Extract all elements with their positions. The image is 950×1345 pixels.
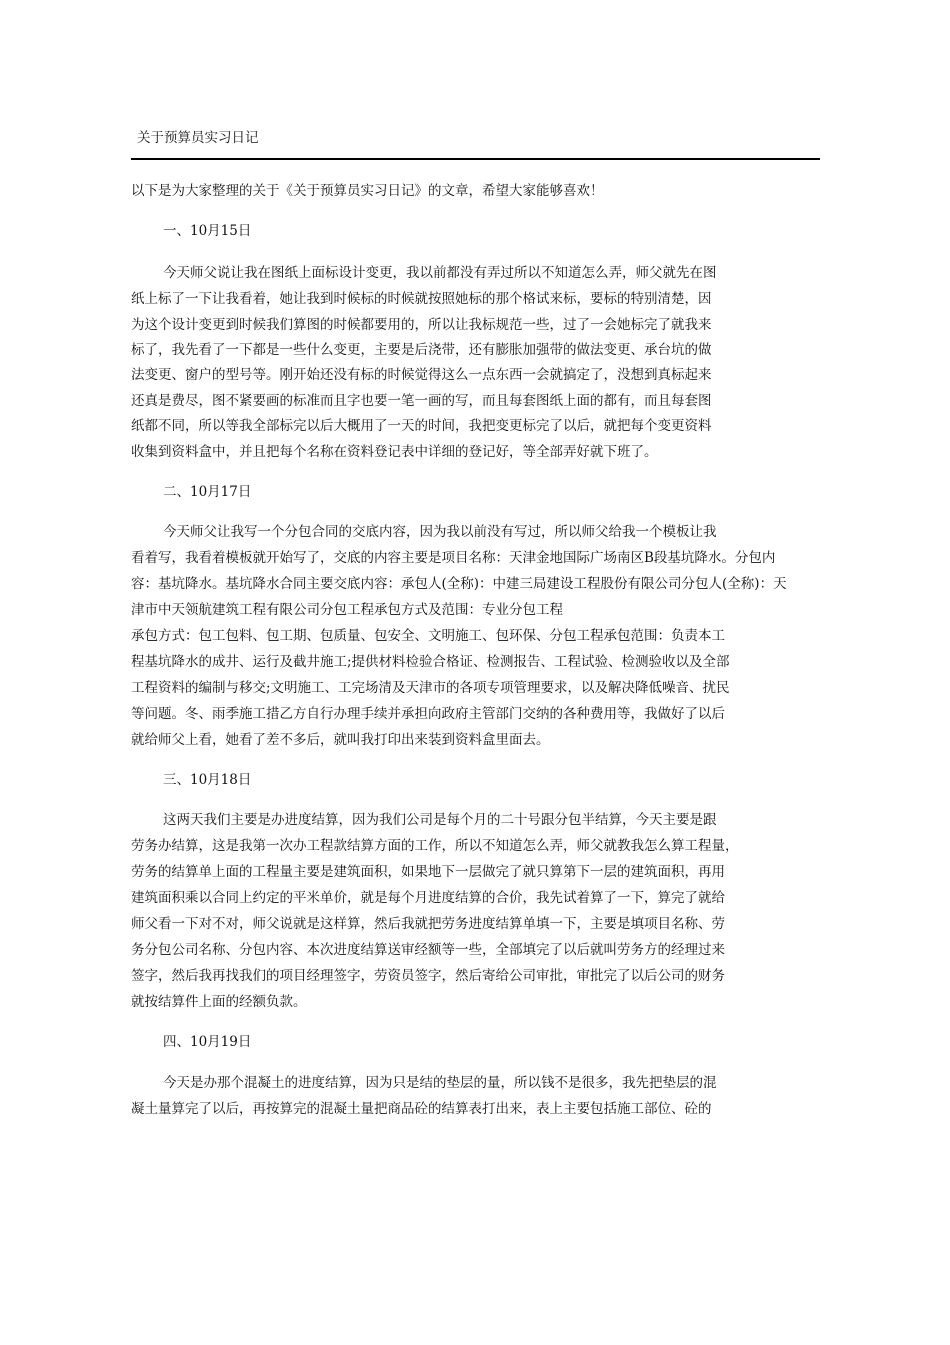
paragraph-line: 今天师父让我写一个分包合同的交底内容，因为我以前没有写过，所以师父给我一个模板让我: [163, 524, 717, 540]
paragraph-line: 看着写，我看着模板就开始写了，交底的内容主要是项目名称：天津金地国际广场南区B段基坑降水。分包内: [131, 550, 776, 566]
paragraph-line: 津市中天领航建筑工程有限公司分包工程承包方式及范围：专业分包工程: [131, 602, 563, 618]
paragraph-line: 劳务的结算单上面的工程量主要是建筑面积，如果地下一层做完了就只算第下一层的建筑面积，再用: [131, 864, 725, 880]
paragraph-line: 还真是费尽，图不紧要画的标准而且字也要一笔一画的写，而且每套图纸上面的都有，而且每套图: [131, 393, 712, 409]
header-divider: [131, 158, 820, 160]
page-header-title: 关于预算员实习日记: [137, 130, 259, 146]
paragraph-line: 纸上标了一下让我看着，她让我到时候标的时候就按照她标的那个格试来标，要标的特别清楚，因: [131, 291, 712, 307]
section-heading: 四、10月19日: [163, 1034, 252, 1050]
paragraph-line: 凝土量算完了以后，再按算完的混凝土量把商品砼的结算表打出来，表上主要包括施工部位、砼的: [131, 1101, 712, 1117]
paragraph-line: 标了，我先看了一下都是一些什么变更，主要是后浇带，还有膨胀加强带的做法变更、承台坑的做: [131, 342, 712, 358]
paragraph-line: 就给师父上看，她看了差不多后，就叫我打印出来装到资料盒里面去。: [131, 732, 550, 748]
paragraph-line: 纸都不同，所以等我全部标完以后大概用了一天的时间，我把变更标完了以后，就把每个变更资料: [131, 418, 712, 434]
paragraph-line: 容：基坑降水。基坑降水合同主要交底内容：承包人(全称)：中建三局建设工程股份有限公司分包人(全称)：天: [131, 576, 787, 592]
paragraph-line: 等问题。冬、雨季施工措乙方自行办理手续并承担向政府主管部门交纳的各种费用等，我做好了以后: [131, 706, 725, 722]
intro-paragraph: 以下是为大家整理的关于《关于预算员实习日记》的文章，希望大家能够喜欢！: [131, 183, 604, 199]
paragraph-line: 为这个设计变更到时候我们算图的时候都要用的，所以让我标规范一些，过了一会她标完了就我来: [131, 317, 712, 333]
paragraph-line: 收集到资料盒中，并且把每个名称在资料登记表中详细的登记好，等全部弄好就下班了。: [131, 444, 658, 460]
paragraph-line: 这两天我们主要是办进度结算，因为我们公司是每个月的二十号跟分包半结算，今天主要是跟: [163, 812, 717, 828]
paragraph-line: 劳务办结算，这是我第一次办工程款结算方面的工作，所以不知道怎么弄，师父就教我怎么算工程量，: [131, 838, 739, 854]
paragraph-line: 今天是办那个混凝土的进度结算，因为只是结的垫层的量，所以钱不是很多，我先把垫层的混: [163, 1075, 717, 1091]
paragraph-line: 工程资料的编制与移交;文明施工、工完场清及天津市的各项专项管理要求，以及解决降低噪音、扰民: [131, 680, 730, 696]
paragraph-line: 务分包公司名称、分包内容、本次进度结算送审经额等一些，全部填完了以后就叫劳务方的经理过来: [131, 942, 725, 958]
paragraph-line: 建筑面积乘以合同上约定的平米单价，就是每个月进度结算的合价，我先试着算了一下，算完了就给: [131, 890, 725, 906]
paragraph-line: 师父看一下对不对，师父说就是这样算，然后我就把劳务进度结算单填一下，主要是填项目名称、劳: [131, 916, 725, 932]
paragraph-line: 法变更、窗户的型号等。刚开始还没有标的时候觉得这么一点东西一会就搞定了，没想到真标起来: [131, 367, 712, 383]
paragraph-line: 承包方式：包工包料、包工期、包质量、包安全、文明施工、包环保、分包工程承包范围：负责本工: [131, 628, 725, 644]
paragraph-line: 程基坑降水的成井、运行及截井施工;提供材料检验合格证、检测报告、工程试验、检测验收以及全部: [131, 654, 730, 670]
section-heading: 一、10月15日: [163, 223, 252, 239]
paragraph-line: 今天师父说让我在图纸上面标设计变更，我以前都没有弄过所以不知道怎么弄，师父就先在图: [163, 265, 717, 281]
paragraph-line: 就按结算件上面的经额负款。: [131, 994, 307, 1010]
section-heading: 二、10月17日: [163, 484, 252, 500]
section-heading: 三、10月18日: [163, 772, 252, 788]
paragraph-line: 签字，然后我再找我们的项目经理签字，劳资员签字，然后寄给公司审批，审批完了以后公司的财务: [131, 968, 725, 984]
